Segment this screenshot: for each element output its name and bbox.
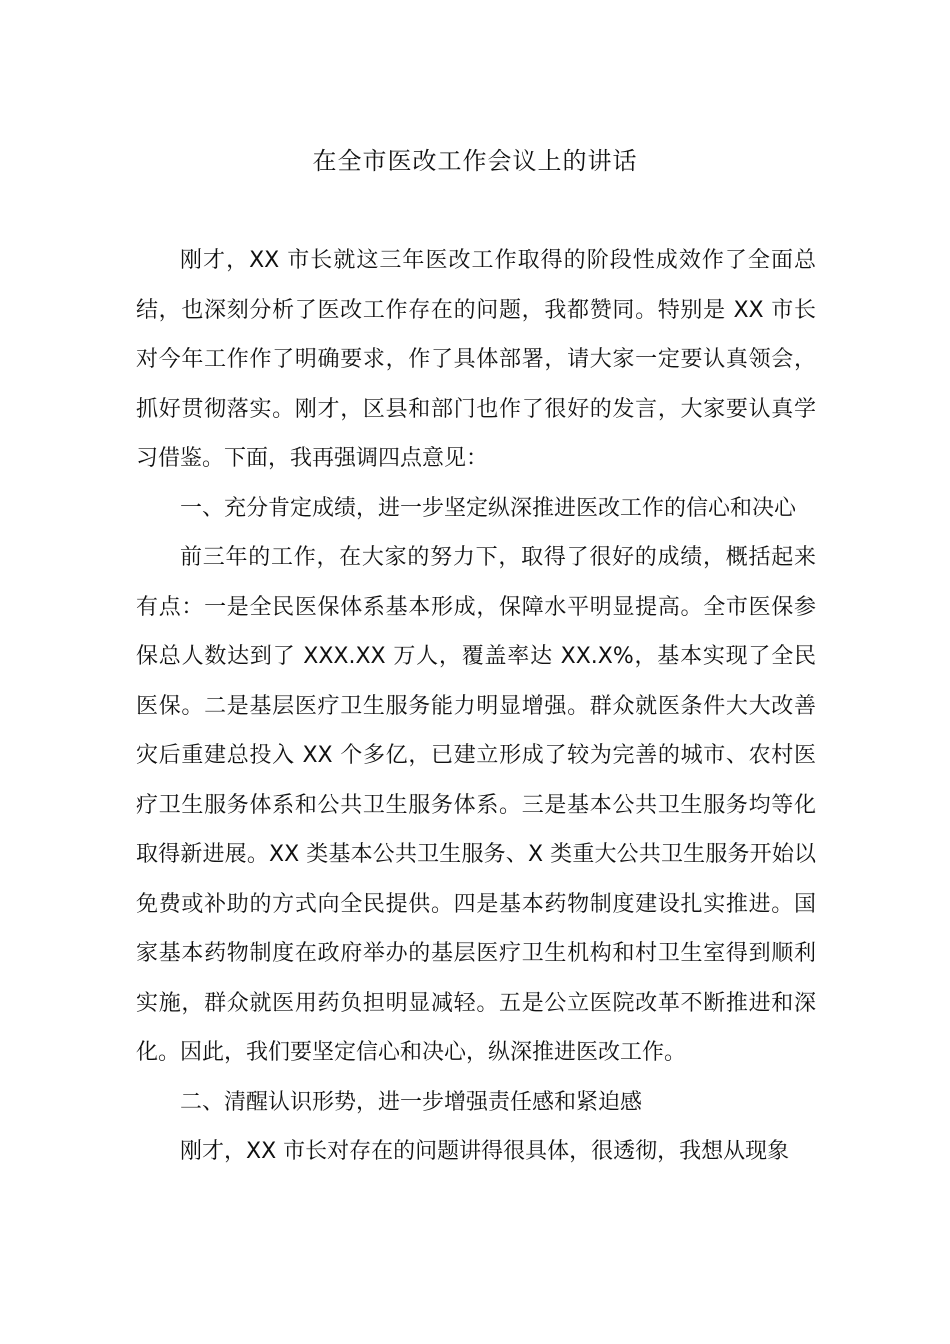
section-heading-1: 一、充分肯定成绩，进一步坚定纵深推进医改工作的信心和决心: [180, 495, 797, 521]
paragraph-intro: 刚才，XX 市长就这三年医改工作取得的阶段性成效作了全面总结，也深刻分析了医改工作存在的问题，我都赞同。特别是 XX 市长对今年工作作了明确要求，作了具体部署，请大家一定要认真领会，抓好贯彻落实。刚才，区县和部门也作了很好的发言，大家要认真学习借鉴。下面，我再强调四点意见：: [136, 248, 816, 471]
section-heading-2: 二、清醒认识形势，进一步增强责任感和紧迫感: [180, 1089, 643, 1115]
paragraph-achievements: 前三年的工作，在大家的努力下，取得了很好的成绩，概括起来有点：一是全民医保体系基本形成，保障水平明显提高。全市医保参保总人数达到了 XXX.XX 万人，覆盖率达 XX.X%，基本实现了全民医保。二是基层医疗卫生服务能力明显增强。群众就医条件大大改善灾后重建总投入 XX 个多亿，已建立形成了较为完善的城市、农村医疗卫生服务体系和公共卫生服务体系。三是基本公共卫生服务均等化取得新进展。XX 类基本公共卫生服务、X 类重大公共卫生服务开始以免费或补助的方式向全民提供。四是基本药物制度建设扎实推进。国家基本药物制度在政府举办的基层医疗卫生机构和村卫生室得到顺利实施，群众就医用药负担明显减轻。五是公立医院改革不断推进和深化。因此，我们要坚定信心和决心，纵深推进医改工作。: [136, 545, 816, 1065]
document-body: [136, 236, 816, 1177]
paragraph-problems: 刚才，XX 市长对存在的问题讲得很具体，很透彻，我想从现象: [180, 1139, 790, 1164]
document-title: 在全市医改工作会议上的讲话: [312, 147, 638, 175]
